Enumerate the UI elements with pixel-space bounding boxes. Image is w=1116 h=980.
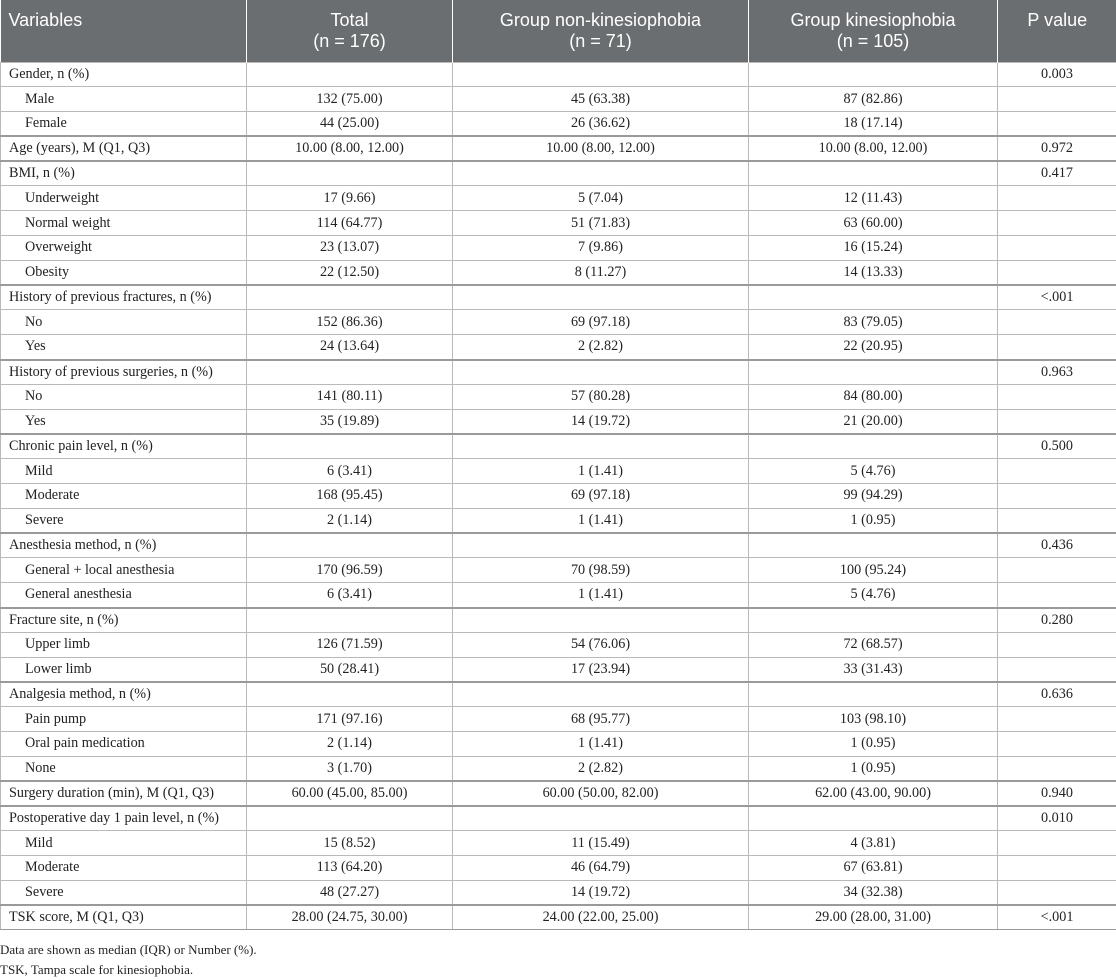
cell-non-kinesiophobia: 24.00 (22.00, 25.00) (453, 905, 749, 930)
cell-non-kinesiophobia: 1 (1.41) (453, 583, 749, 608)
row-label: History of previous surgeries, n (%) (1, 360, 247, 385)
cell-p-value (998, 236, 1116, 261)
cell-non-kinesiophobia: 7 (9.86) (453, 236, 749, 261)
table-row (1, 260, 1116, 285)
row-label: Yes (1, 409, 247, 434)
cell-total: 152 (86.36) (247, 310, 453, 335)
table-body (1, 62, 1116, 930)
cell-total (247, 608, 453, 633)
cell-kinesiophobia: 16 (15.24) (749, 236, 998, 261)
cell-kinesiophobia: 84 (80.00) (749, 384, 998, 409)
header-nonkin-n: (n = 71) (569, 31, 632, 51)
row-label: Male (1, 87, 247, 112)
cell-kinesiophobia: 1 (0.95) (749, 508, 998, 533)
cell-total: 50 (28.41) (247, 657, 453, 682)
cell-kinesiophobia: 14 (13.33) (749, 260, 998, 285)
cell-non-kinesiophobia (453, 161, 749, 186)
cell-p-value: 0.500 (998, 434, 1116, 459)
cell-non-kinesiophobia (453, 806, 749, 831)
cell-total: 17 (9.66) (247, 186, 453, 211)
cell-non-kinesiophobia: 51 (71.83) (453, 211, 749, 236)
cell-kinesiophobia: 72 (68.57) (749, 632, 998, 657)
cell-non-kinesiophobia (453, 682, 749, 707)
cell-total: 35 (19.89) (247, 409, 453, 434)
row-label: Oral pain medication (1, 732, 247, 757)
header-kin-n: (n = 105) (836, 31, 910, 51)
cell-total: 3 (1.70) (247, 756, 453, 781)
table-row (1, 459, 1116, 484)
cell-p-value (998, 211, 1116, 236)
cell-total: 22 (12.50) (247, 260, 453, 285)
row-label: No (1, 310, 247, 335)
cell-kinesiophobia: 12 (11.43) (749, 186, 998, 211)
table-row (1, 186, 1116, 211)
cell-p-value: 0.963 (998, 360, 1116, 385)
table-row (1, 657, 1116, 682)
row-label: No (1, 384, 247, 409)
cell-total: 2 (1.14) (247, 508, 453, 533)
cell-non-kinesiophobia: 5 (7.04) (453, 186, 749, 211)
row-label: Pain pump (1, 707, 247, 732)
cell-kinesiophobia (749, 360, 998, 385)
cell-kinesiophobia (749, 682, 998, 707)
table-row (1, 756, 1116, 781)
cell-p-value: 0.010 (998, 806, 1116, 831)
cell-p-value (998, 409, 1116, 434)
cell-total: 44 (25.00) (247, 112, 453, 137)
row-label: Mild (1, 831, 247, 856)
row-label: General + local anesthesia (1, 558, 247, 583)
cell-total: 60.00 (45.00, 85.00) (247, 781, 453, 806)
header-variables: Variables (1, 0, 247, 62)
table-row (1, 384, 1116, 409)
cell-kinesiophobia: 5 (4.76) (749, 583, 998, 608)
cell-total: 10.00 (8.00, 12.00) (247, 136, 453, 161)
cell-total (247, 161, 453, 186)
cell-kinesiophobia: 29.00 (28.00, 31.00) (749, 905, 998, 930)
header-total: Total (n = 176) (247, 0, 453, 62)
cell-p-value: 0.436 (998, 533, 1116, 558)
cell-non-kinesiophobia: 8 (11.27) (453, 260, 749, 285)
table-row (1, 285, 1116, 310)
table-row (1, 806, 1116, 831)
cell-kinesiophobia (749, 62, 998, 87)
cell-total (247, 62, 453, 87)
table-row (1, 484, 1116, 509)
cell-non-kinesiophobia: 10.00 (8.00, 12.00) (453, 136, 749, 161)
table-row (1, 236, 1116, 261)
cell-non-kinesiophobia: 69 (97.18) (453, 310, 749, 335)
cell-total (247, 360, 453, 385)
cell-p-value (998, 856, 1116, 881)
cell-kinesiophobia: 18 (17.14) (749, 112, 998, 137)
cell-p-value (998, 657, 1116, 682)
row-label: Surgery duration (min), M (Q1, Q3) (1, 781, 247, 806)
cell-total: 2 (1.14) (247, 732, 453, 757)
cell-kinesiophobia: 34 (32.38) (749, 880, 998, 905)
table-row (1, 112, 1116, 137)
cell-p-value (998, 707, 1116, 732)
cell-non-kinesiophobia: 26 (36.62) (453, 112, 749, 137)
cell-p-value (998, 459, 1116, 484)
cell-kinesiophobia: 100 (95.24) (749, 558, 998, 583)
cell-total: 15 (8.52) (247, 831, 453, 856)
row-label: Moderate (1, 856, 247, 881)
cell-non-kinesiophobia: 14 (19.72) (453, 880, 749, 905)
cell-non-kinesiophobia: 2 (2.82) (453, 756, 749, 781)
cell-p-value: 0.636 (998, 682, 1116, 707)
cell-kinesiophobia (749, 533, 998, 558)
table-row (1, 211, 1116, 236)
cell-non-kinesiophobia: 57 (80.28) (453, 384, 749, 409)
table-row (1, 831, 1116, 856)
cell-p-value (998, 558, 1116, 583)
cell-p-value (998, 310, 1116, 335)
table-row (1, 880, 1116, 905)
table-row (1, 360, 1116, 385)
cell-total: 126 (71.59) (247, 632, 453, 657)
row-label: Normal weight (1, 211, 247, 236)
row-label: Upper limb (1, 632, 247, 657)
cell-total (247, 533, 453, 558)
row-label: Severe (1, 880, 247, 905)
cell-total: 171 (97.16) (247, 707, 453, 732)
cell-p-value (998, 186, 1116, 211)
header-kinesiophobia: Group kinesiophobia (n = 105) (749, 0, 998, 62)
cell-total (247, 434, 453, 459)
table-row (1, 632, 1116, 657)
row-label: Mild (1, 459, 247, 484)
cell-p-value: <.001 (998, 285, 1116, 310)
cell-p-value (998, 260, 1116, 285)
cell-non-kinesiophobia (453, 608, 749, 633)
cell-kinesiophobia: 63 (60.00) (749, 211, 998, 236)
row-label: Overweight (1, 236, 247, 261)
cell-non-kinesiophobia (453, 533, 749, 558)
cell-non-kinesiophobia: 1 (1.41) (453, 508, 749, 533)
cell-p-value (998, 831, 1116, 856)
cell-p-value (998, 484, 1116, 509)
table-row (1, 781, 1116, 806)
row-label: BMI, n (%) (1, 161, 247, 186)
cell-total: 24 (13.64) (247, 335, 453, 360)
cell-p-value: <.001 (998, 905, 1116, 930)
row-label: TSK score, M (Q1, Q3) (1, 905, 247, 930)
table-header (1, 0, 1116, 62)
row-label: Age (years), M (Q1, Q3) (1, 136, 247, 161)
table-row (1, 558, 1116, 583)
cell-p-value (998, 583, 1116, 608)
cell-p-value (998, 632, 1116, 657)
cell-kinesiophobia: 62.00 (43.00, 90.00) (749, 781, 998, 806)
header-non-kinesiophobia: Group non-kinesiophobia (n = 71) (453, 0, 749, 62)
cell-p-value (998, 508, 1116, 533)
cell-non-kinesiophobia: 60.00 (50.00, 82.00) (453, 781, 749, 806)
cell-p-value (998, 112, 1116, 137)
table-row (1, 161, 1116, 186)
table-notes (0, 940, 257, 980)
cell-kinesiophobia: 4 (3.81) (749, 831, 998, 856)
cell-kinesiophobia (749, 161, 998, 186)
cell-kinesiophobia: 67 (63.81) (749, 856, 998, 881)
cell-p-value (998, 756, 1116, 781)
table-row (1, 409, 1116, 434)
cell-non-kinesiophobia: 46 (64.79) (453, 856, 749, 881)
row-label: Chronic pain level, n (%) (1, 434, 247, 459)
cell-kinesiophobia: 21 (20.00) (749, 409, 998, 434)
cell-p-value (998, 87, 1116, 112)
row-label: Underweight (1, 186, 247, 211)
cell-total: 28.00 (24.75, 30.00) (247, 905, 453, 930)
table-row (1, 682, 1116, 707)
cell-total (247, 682, 453, 707)
row-label: Analgesia method, n (%) (1, 682, 247, 707)
cell-total: 6 (3.41) (247, 459, 453, 484)
row-label: Anesthesia method, n (%) (1, 533, 247, 558)
cell-total: 170 (96.59) (247, 558, 453, 583)
table-row (1, 62, 1116, 87)
header-p-value: P value (998, 0, 1116, 62)
cell-non-kinesiophobia: 11 (15.49) (453, 831, 749, 856)
row-label: Female (1, 112, 247, 137)
cell-kinesiophobia: 5 (4.76) (749, 459, 998, 484)
table-row (1, 310, 1116, 335)
row-label: Obesity (1, 260, 247, 285)
table-row (1, 508, 1116, 533)
cell-p-value: 0.417 (998, 161, 1116, 186)
cell-non-kinesiophobia (453, 434, 749, 459)
cell-kinesiophobia: 103 (98.10) (749, 707, 998, 732)
cell-non-kinesiophobia: 1 (1.41) (453, 459, 749, 484)
table-row (1, 136, 1116, 161)
table-row (1, 583, 1116, 608)
row-label: Lower limb (1, 657, 247, 682)
cell-p-value: 0.003 (998, 62, 1116, 87)
row-label: Postoperative day 1 pain level, n (%) (1, 806, 247, 831)
cell-total (247, 285, 453, 310)
cell-non-kinesiophobia: 1 (1.41) (453, 732, 749, 757)
row-label: General anesthesia (1, 583, 247, 608)
cell-p-value (998, 384, 1116, 409)
table-row (1, 856, 1116, 881)
cell-non-kinesiophobia: 45 (63.38) (453, 87, 749, 112)
cell-kinesiophobia (749, 285, 998, 310)
table-row (1, 87, 1116, 112)
cell-p-value (998, 732, 1116, 757)
cell-total (247, 806, 453, 831)
cell-p-value (998, 880, 1116, 905)
table-row (1, 608, 1116, 633)
cell-non-kinesiophobia: 2 (2.82) (453, 335, 749, 360)
row-label: Moderate (1, 484, 247, 509)
cell-total: 114 (64.77) (247, 211, 453, 236)
cell-non-kinesiophobia: 69 (97.18) (453, 484, 749, 509)
cell-kinesiophobia (749, 608, 998, 633)
table-row (1, 533, 1116, 558)
cell-kinesiophobia: 1 (0.95) (749, 756, 998, 781)
row-label: Severe (1, 508, 247, 533)
cell-total: 6 (3.41) (247, 583, 453, 608)
cell-kinesiophobia: 10.00 (8.00, 12.00) (749, 136, 998, 161)
header-total-n: (n = 176) (313, 31, 386, 51)
cell-total: 168 (95.45) (247, 484, 453, 509)
cell-total: 48 (27.27) (247, 880, 453, 905)
cell-p-value: 0.972 (998, 136, 1116, 161)
cell-kinesiophobia: 99 (94.29) (749, 484, 998, 509)
row-label: History of previous fractures, n (%) (1, 285, 247, 310)
row-label: Fracture site, n (%) (1, 608, 247, 633)
row-label: None (1, 756, 247, 781)
cell-non-kinesiophobia: 70 (98.59) (453, 558, 749, 583)
cell-kinesiophobia: 87 (82.86) (749, 87, 998, 112)
cell-non-kinesiophobia (453, 285, 749, 310)
cell-p-value: 0.280 (998, 608, 1116, 633)
cell-kinesiophobia: 1 (0.95) (749, 732, 998, 757)
cell-non-kinesiophobia (453, 62, 749, 87)
cell-kinesiophobia: 22 (20.95) (749, 335, 998, 360)
cell-kinesiophobia: 83 (79.05) (749, 310, 998, 335)
table-row (1, 732, 1116, 757)
cell-non-kinesiophobia: 54 (76.06) (453, 632, 749, 657)
note-line: Data are shown as median (IQR) or Number (%). (0, 942, 257, 957)
row-label: Gender, n (%) (1, 62, 247, 87)
row-label: Yes (1, 335, 247, 360)
cell-total: 141 (80.11) (247, 384, 453, 409)
cell-total: 132 (75.00) (247, 87, 453, 112)
cell-non-kinesiophobia: 17 (23.94) (453, 657, 749, 682)
cell-non-kinesiophobia: 68 (95.77) (453, 707, 749, 732)
cell-kinesiophobia: 33 (31.43) (749, 657, 998, 682)
table-row (1, 905, 1116, 930)
cell-total: 23 (13.07) (247, 236, 453, 261)
cell-p-value (998, 335, 1116, 360)
cell-kinesiophobia (749, 434, 998, 459)
note-line: TSK, Tampa scale for kinesiophobia. (0, 962, 194, 977)
table-row (1, 707, 1116, 732)
cell-total: 113 (64.20) (247, 856, 453, 881)
cell-non-kinesiophobia (453, 360, 749, 385)
cell-p-value: 0.940 (998, 781, 1116, 806)
table-row (1, 434, 1116, 459)
cell-kinesiophobia (749, 806, 998, 831)
table-row (1, 335, 1116, 360)
cell-non-kinesiophobia: 14 (19.72) (453, 409, 749, 434)
